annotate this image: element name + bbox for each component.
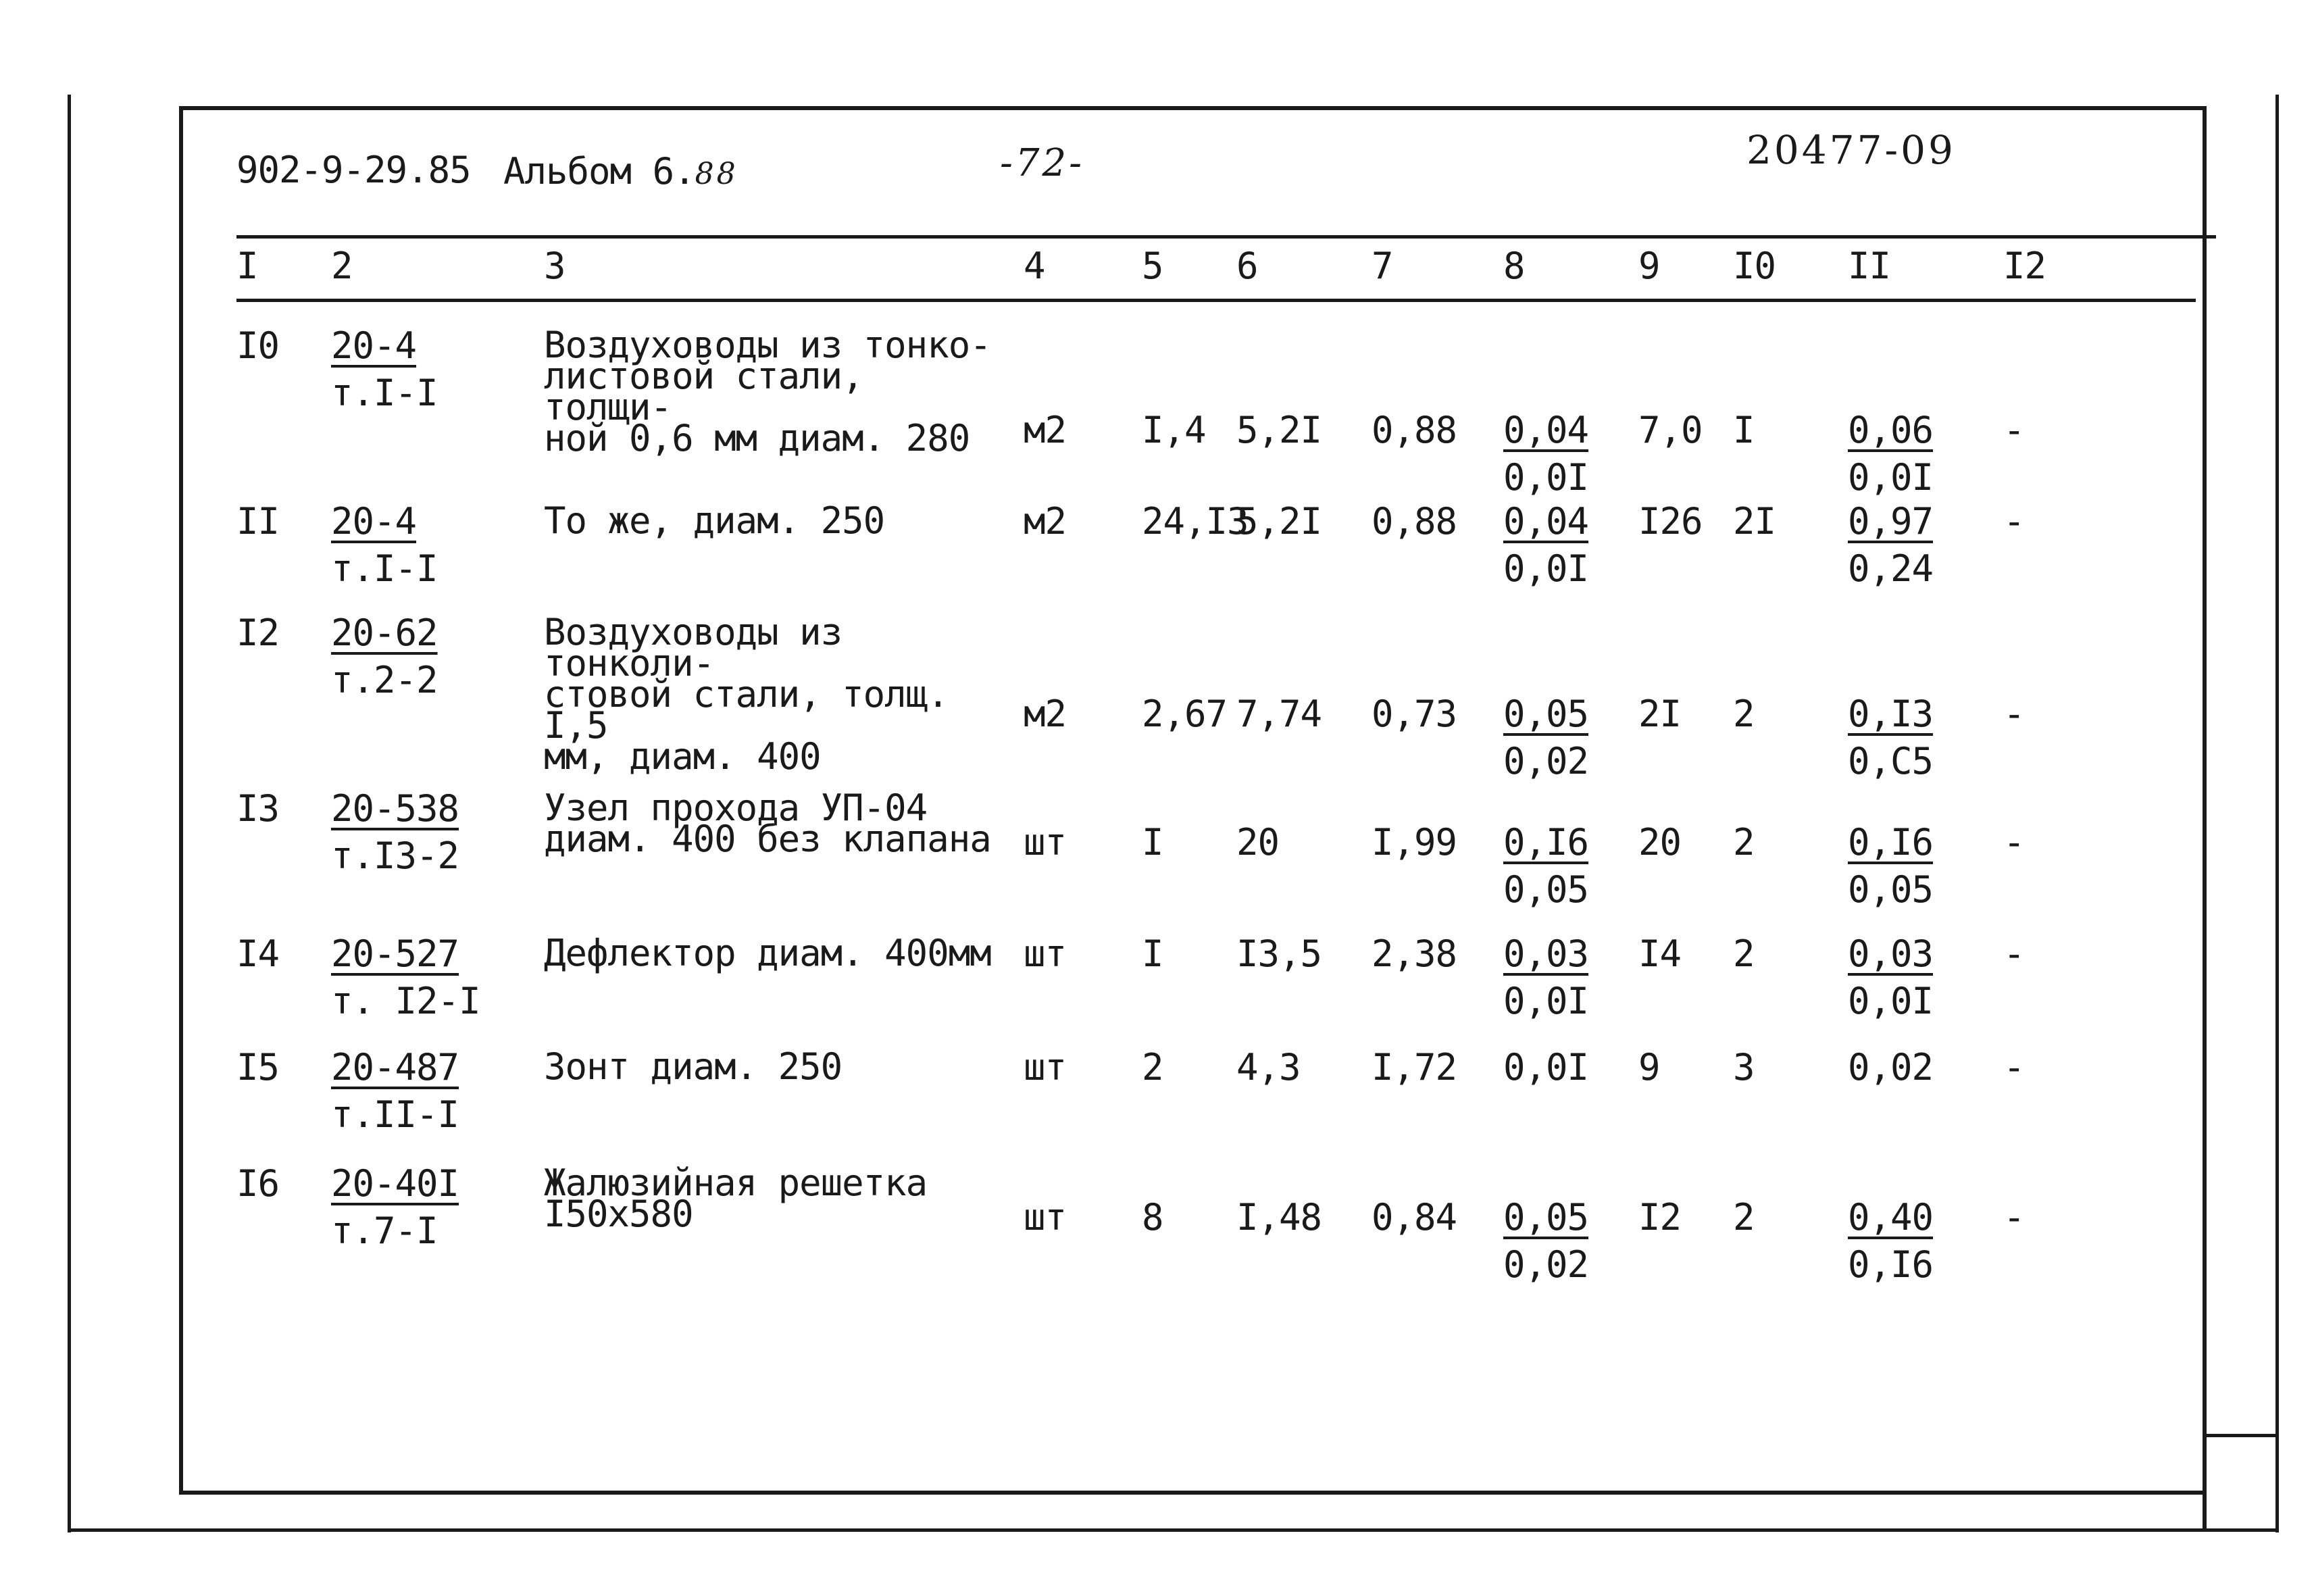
row-code: 20-538	[331, 787, 459, 830]
row-col5: I	[1142, 821, 1163, 864]
row-col5: 8	[1142, 1196, 1163, 1239]
row-col7: 2,38	[1372, 932, 1457, 975]
row-col11-top: 0,40	[1848, 1196, 1934, 1239]
row-col6: 5,2I	[1236, 500, 1322, 543]
sheet-left-border	[68, 95, 71, 1532]
row-unit: шт	[1024, 821, 1067, 864]
row-col11-top: 0,03	[1848, 932, 1934, 975]
album-suffix: 88	[695, 157, 738, 191]
row-unit: шт	[1024, 1046, 1067, 1089]
row-unit: шт	[1024, 932, 1067, 975]
row-number: I2	[236, 612, 280, 654]
row-col9: I4	[1638, 932, 1682, 975]
row-col10: 2	[1733, 1196, 1755, 1239]
row-col11-top: 0,06	[1848, 409, 1934, 451]
row-col12: -	[2003, 1196, 2025, 1239]
row-ref: т.I-I	[331, 547, 438, 590]
row-ref: т.2-2	[331, 659, 438, 701]
row-col7: 0,88	[1372, 500, 1457, 543]
column-header-7: 7	[1372, 245, 1393, 287]
column-header-4: 4	[1024, 245, 1045, 287]
row-col7: I,99	[1372, 821, 1457, 864]
row-description	[544, 932, 1003, 974]
description-line: Узел прохода УП-04	[544, 787, 928, 829]
row-number: I5	[236, 1046, 280, 1089]
row-col10: 2I	[1733, 500, 1776, 543]
row-col10: 2	[1733, 932, 1755, 975]
row-col9: I26	[1638, 500, 1703, 543]
description-line: Воздуховоды из тонколи-	[544, 611, 842, 684]
row-ref: т. I2-I	[331, 980, 480, 1022]
description-line: То же, диам. 250	[544, 499, 885, 542]
doc-code: 902-9-29.85	[236, 149, 471, 191]
inventory-number: 20477-09	[1746, 127, 1956, 173]
row-col10: 2	[1733, 821, 1755, 864]
row-unit: м2	[1024, 693, 1067, 735]
row-description	[544, 1045, 1003, 1088]
row-col6: 7,74	[1236, 693, 1322, 735]
description-line: мм, диам. 400	[544, 735, 821, 778]
row-col12: -	[2003, 932, 2025, 975]
row-col8-bottom: 0,02	[1503, 740, 1589, 782]
description-line: I50х580	[544, 1193, 693, 1235]
row-col5: 2,67	[1142, 693, 1228, 735]
row-col8-bottom: 0,0I	[1503, 980, 1589, 1022]
row-number: I3	[236, 787, 280, 830]
row-description	[544, 324, 1003, 459]
row-col8-bottom: 0,0I	[1503, 547, 1589, 590]
description-line: Жалюзийная решетка	[544, 1162, 928, 1204]
row-col8-top: 0,05	[1503, 1196, 1589, 1239]
row-unit: шт	[1024, 1196, 1067, 1239]
row-ref: т.7-I	[331, 1210, 438, 1252]
row-col11-bottom: 0,I6	[1848, 1243, 1934, 1286]
row-description	[544, 499, 1003, 542]
column-header-6: 6	[1236, 245, 1258, 287]
row-col11-bottom: 0,24	[1848, 547, 1934, 590]
column-header-3: 3	[544, 245, 565, 287]
row-ref: т.I-I	[331, 372, 438, 414]
description-line: Дефлектор диам. 400мм	[544, 932, 991, 974]
row-col11-bottom: 0,05	[1848, 868, 1934, 911]
row-unit: м2	[1024, 500, 1067, 543]
row-col9: 2I	[1638, 693, 1682, 735]
row-col8-top: 0,04	[1503, 500, 1589, 543]
row-col6: I,48	[1236, 1196, 1322, 1239]
row-number: I6	[236, 1162, 280, 1205]
header-divider	[236, 235, 2216, 239]
row-col8-top: 0,05	[1503, 693, 1589, 735]
row-code: 20-62	[331, 612, 438, 654]
row-col7: 0,84	[1372, 1196, 1457, 1239]
row-unit: м2	[1024, 409, 1067, 451]
column-header-10: I0	[1733, 245, 1776, 287]
row-code: 20-4	[331, 500, 417, 543]
row-col9: 7,0	[1638, 409, 1703, 451]
description-line: диам. 400 без клапана	[544, 818, 991, 860]
row-code: 20-527	[331, 932, 459, 975]
description-line: листовой стали, толщи-	[544, 355, 863, 428]
row-code: 20-4	[331, 324, 417, 367]
row-col10: 3	[1733, 1046, 1755, 1089]
row-col7: 0,88	[1372, 409, 1457, 451]
column-header-1: I	[236, 245, 258, 287]
frame-top-border	[179, 106, 2206, 110]
album-label	[503, 150, 738, 196]
row-description	[544, 787, 1003, 860]
column-header-divider	[236, 299, 2196, 302]
album-text: Альбом 6.	[503, 150, 695, 193]
row-col12: -	[2003, 693, 2025, 735]
row-col5: 2	[1142, 1046, 1163, 1089]
description-line: Зонт диам. 250	[544, 1045, 842, 1088]
description-line: Воздуховоды из тонко-	[544, 324, 991, 366]
row-col10: I	[1733, 409, 1755, 451]
row-col9: 20	[1638, 821, 1682, 864]
row-col12: -	[2003, 409, 2025, 451]
row-col8-top: 0,I6	[1503, 821, 1589, 864]
row-col7: 0,73	[1372, 693, 1457, 735]
column-header-5: 5	[1142, 245, 1163, 287]
row-col9: I2	[1638, 1196, 1682, 1239]
row-col6: 4,3	[1236, 1046, 1301, 1089]
row-ref: т.I3-2	[331, 834, 459, 877]
row-col11-top: 0,02	[1848, 1046, 1934, 1089]
row-col7: I,72	[1372, 1046, 1457, 1089]
row-col5: 24,I3	[1142, 500, 1249, 543]
row-number: II	[236, 500, 280, 543]
row-col9: 9	[1638, 1046, 1660, 1089]
row-col11-bottom: 0,0I	[1848, 980, 1934, 1022]
description-line: стовой стали, толщ. I,5	[544, 673, 949, 747]
frame-left-border	[179, 106, 183, 1495]
row-col11-top: 0,I6	[1848, 821, 1934, 864]
column-header-12: I2	[2003, 245, 2046, 287]
row-ref: т.II-I	[331, 1093, 459, 1136]
row-code: 20-40I	[331, 1162, 459, 1205]
frame-right-border	[2203, 106, 2207, 1532]
sheet-bottom-border	[68, 1528, 2278, 1532]
column-header-11: II	[1848, 245, 1891, 287]
column-header-2: 2	[331, 245, 353, 287]
row-col6: 5,2I	[1236, 409, 1322, 451]
row-col8-top: 0,0I	[1503, 1046, 1589, 1089]
row-col11-bottom: 0,0I	[1848, 456, 1934, 499]
description-line: ной 0,6 мм диам. 280	[544, 417, 970, 459]
row-description	[544, 611, 1003, 778]
row-col8-bottom: 0,0I	[1503, 456, 1589, 499]
row-code: 20-487	[331, 1046, 459, 1089]
row-col11-top: 0,97	[1848, 500, 1934, 543]
row-col12: -	[2003, 1046, 2025, 1089]
row-number: I4	[236, 932, 280, 975]
row-number: I0	[236, 324, 280, 367]
row-col8-top: 0,03	[1503, 932, 1589, 975]
row-col11-top: 0,I3	[1848, 693, 1934, 735]
row-col6: 20	[1236, 821, 1280, 864]
row-col10: 2	[1733, 693, 1755, 735]
row-col5: I,4	[1142, 409, 1206, 451]
row-col5: I	[1142, 932, 1163, 975]
row-col6: I3,5	[1236, 932, 1322, 975]
row-col8-bottom: 0,02	[1503, 1243, 1589, 1286]
row-col12: -	[2003, 500, 2025, 543]
row-description	[544, 1162, 1003, 1235]
row-col11-bottom: 0,C5	[1848, 740, 1934, 782]
page-number: -72-	[1000, 141, 1085, 185]
sheet-right-border	[2275, 95, 2279, 1532]
column-header-9: 9	[1638, 245, 1660, 287]
frame-bottom-border	[179, 1491, 2206, 1495]
column-header-8: 8	[1503, 245, 1525, 287]
row-col8-top: 0,04	[1503, 409, 1589, 451]
row-col8-bottom: 0,05	[1503, 868, 1589, 911]
row-col12: -	[2003, 821, 2025, 864]
stamp-box-top	[2203, 1434, 2279, 1437]
